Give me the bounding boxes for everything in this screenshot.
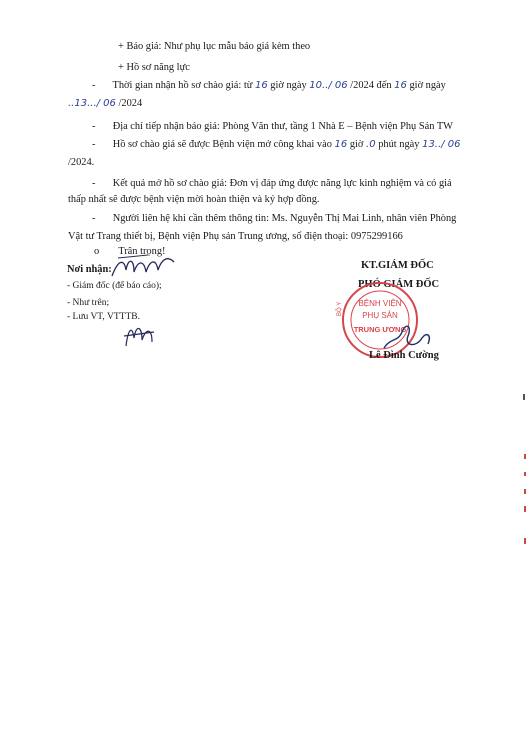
signer-title: KT.GIÁM ĐỐC — [361, 260, 434, 271]
scan-mark — [524, 538, 526, 544]
recipient-item: - Lưu VT, VTTTB. — [67, 312, 140, 322]
handwritten-date: ..13.../ 06 — [68, 98, 116, 109]
recipient-item: - Giám đốc (để báo cáo); — [67, 281, 162, 291]
handwritten-hour: 16 — [334, 139, 348, 150]
contact-line-2: Vật tư Trang thiết bị, Bệnh viện Phụ sản Trung ương, số điện thoại: 0975299166 — [68, 231, 403, 242]
scan-mark — [524, 472, 526, 476]
stamp-text: BỆNH VIỆN — [358, 299, 402, 308]
signer-position: PHÓ GIÁM ĐỐC — [358, 279, 440, 290]
scan-mark — [524, 454, 526, 459]
opening-line: - Hồ sơ chào giá sẽ được Bệnh viện mở công khai vào 16 giờ .0 phút ngày 13../ 06 — [92, 139, 461, 150]
handwritten-hour: 16 — [254, 80, 268, 91]
closing-line: o Trân trọng! — [94, 246, 166, 257]
result-line-2: thấp nhất sẽ được bệnh viện mời hoàn thiện và ký hợp đồng. — [68, 194, 320, 205]
stamp-text: PHỤ SẢN — [362, 311, 398, 320]
handwritten-initials — [120, 318, 160, 352]
stamp-text: TRUNG ƯƠNG — [353, 325, 407, 334]
scan-mark — [523, 394, 525, 400]
address-line: - Địa chỉ tiếp nhận báo giá: Phòng Văn thư, tầng 1 Nhà E – Bệnh viện Phụ Sản TW — [92, 121, 453, 132]
contact-line: - Người liên hệ khi cần thêm thông tin: Ms. Nguyễn Thị Mai Linh, nhân viên Phòng — [92, 213, 457, 224]
stamp-text: BỘ Y — [337, 301, 343, 316]
bullet-bao-gia: + Báo giá: Như phụ lục mẫu báo giá kèm theo — [118, 41, 311, 52]
recipients-title: Nơi nhận: — [67, 264, 112, 275]
result-line: - Kết quả mở hồ sơ chào giá: Đơn vị đáp ứng được năng lực kinh nghiệm và có giá — [92, 178, 452, 189]
scan-mark — [524, 506, 526, 512]
scan-mark — [524, 489, 526, 494]
handwritten-hour: 16 — [394, 80, 407, 91]
bullet-ho-so-nang-luc: + Hồ sơ năng lực — [118, 62, 190, 73]
recipient-item: - Như trên; — [67, 298, 110, 308]
opening-line-2: /2024. — [68, 157, 95, 168]
handwritten-minute: .0 — [366, 139, 376, 150]
signer-name: Lê Đình Cường — [369, 350, 439, 361]
handwritten-date: 10../ 06 — [309, 80, 348, 91]
handwritten-initials — [108, 252, 178, 282]
handwritten-date: 13../ 06 — [422, 139, 461, 150]
time-receive-line-2: ..13.../ 06 /2024 — [68, 98, 143, 109]
time-receive-line: - Thời gian nhận hồ sơ chào giá: từ 16 giờ ngày 10../ 06 /2024 đến 16 giờ ngày — [92, 80, 446, 91]
